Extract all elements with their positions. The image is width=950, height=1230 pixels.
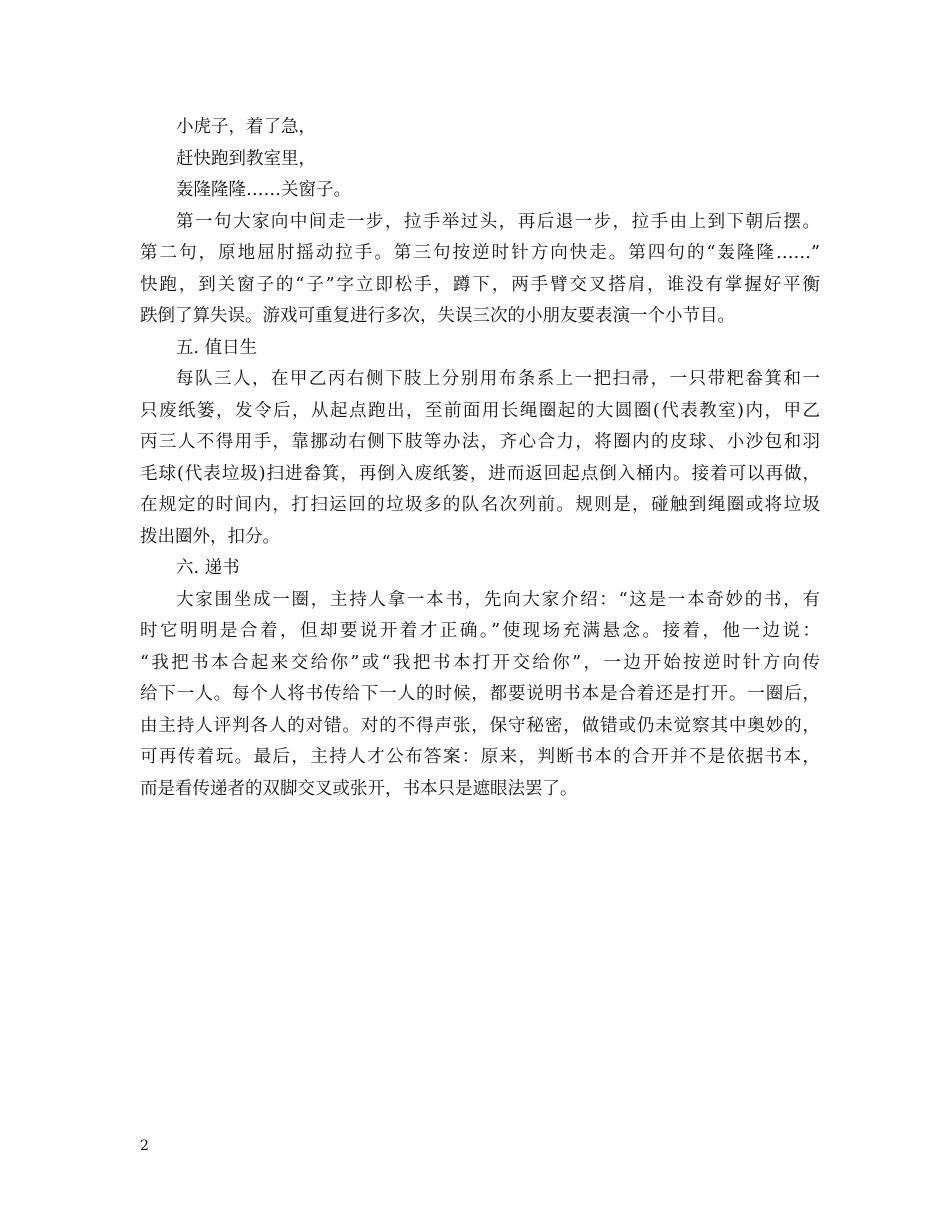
text-line: 每队三人，在甲乙丙右侧下肢上分别用布条系上一把扫帚，一只带粑畚箕和一: [176, 369, 820, 389]
text-line: 时它明明是合着，但却要说开着才正确。”使现场充满悬念。接着，他一边说：: [140, 621, 820, 641]
text-line: 跌倒了算失误。游戏可重复进行多次，失误三次的小朋友要表演一个小节目。: [140, 306, 735, 326]
text-line: 由主持人评判各人的对错。对的不得声张，保守秘密，做错或仍未觉察其中奥妙的，: [140, 715, 820, 736]
text-line: 五. 值日生: [176, 337, 258, 358]
text-line: 赶快跑到教室里，: [176, 148, 316, 169]
text-line: 毛球(代表垃圾)扫进畚箕，再倒入废纸篓，进而返回起点倒入桶内。接着可以再做，: [140, 463, 820, 484]
text-line: 大家围坐成一圈，主持人拿一本书，先向大家介绍：“这是一本奇妙的书，有: [176, 589, 820, 610]
text-line: 在规定的时间内，打扫运回的垃圾多的队名次列前。规则是，碰触到绳圈或将垃圾: [140, 495, 820, 515]
text-line: 第二句，原地屈肘摇动拉手。第三句按逆时针方向快走。第四句的“轰隆隆……”: [140, 243, 820, 263]
text-line: 快跑，到关窗子的“子”字立即松手，蹲下，两手臂交叉搭肩，谁没有掌握好平衡: [140, 274, 820, 295]
text-line: 第一句大家向中间走一步，拉手举过头，再后退一步，拉手由上到下朝后摆。: [176, 211, 820, 232]
text-line: 六. 递书: [176, 558, 240, 578]
text-line: 拨出圈外，扣分。: [140, 526, 280, 547]
text-line: 小虎子，着了急，: [176, 117, 316, 137]
page-number: 2: [140, 1138, 149, 1154]
text-line: 轰隆隆隆……关窗子。: [176, 180, 351, 200]
text-line: 而是看传递者的双脚交叉或张开，书本只是遮眼法罢了。: [140, 778, 578, 799]
text-line: 可再传着玩。最后，主持人才公布答案：原来，判断书本的合开并不是依据书本，: [140, 747, 820, 767]
text-line: 给下一人。每个人将书传给下一人的时候，都要说明书本是合着还是打开。一圈后，: [140, 684, 820, 704]
text-line: 丙三人不得用手，靠挪动右侧下肢等办法，齐心合力，将圈内的皮球、小沙包和羽: [140, 432, 820, 452]
document-body: [140, 112, 820, 805]
text-line: “我把书本合起来交给你”或“我把书本打开交给你”，一边开始按逆时针方向传: [140, 652, 820, 673]
text-line: 只废纸篓，发令后，从起点跑出，至前面用长绳圈起的大圆圈(代表教室)内，甲乙: [140, 400, 820, 421]
